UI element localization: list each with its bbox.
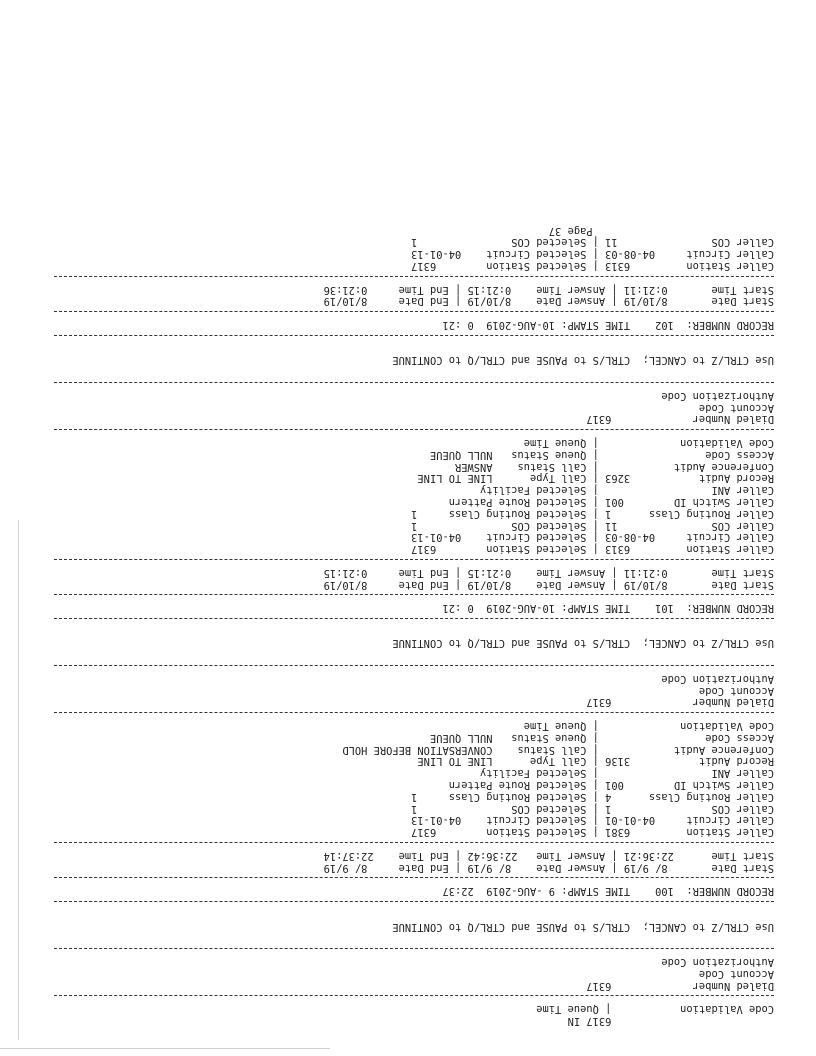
printout-line: Caller Circuit 04-01-01 | Selected Circuit 04-01-13: [411, 814, 774, 827]
printout-line: Caller COS 11 | Selected COS 1: [411, 519, 774, 532]
printout-line: Code Validation | Queue Time: [536, 1003, 774, 1016]
printout-line: Start Time 22:36:21 | Answer Time 22:36:42 | End Time 22:37:14: [323, 849, 774, 862]
printout-line: Caller Circuit 04-08-03 | Selected Circuit 04-01-13: [411, 248, 774, 261]
printout-line: Record Audit 3136 | Call Type LINE TO LINE: [417, 755, 774, 768]
printout-line: Dialed Number 6317: [586, 413, 774, 426]
blank-line: [54, 908, 774, 920]
printout-line: Access Code | Queue Status NULL QUEUE: [429, 731, 774, 744]
dashed-separator: [54, 377, 774, 389]
dashed-separator: [54, 613, 774, 625]
printout-line: Caller ANI | Selected Facility: [479, 484, 774, 497]
dashed-separator: [54, 660, 774, 672]
dashed-separator: [54, 943, 774, 955]
printout-line: Caller COS 11 | Selected COS 1: [411, 236, 774, 249]
printout-line: Use CTRL/Z to CANCEL; CTRL/S to PAUSE and CTRL/Q to CONTINUE: [392, 920, 774, 933]
printout-line: Caller Routing Class 1 | Selected Routing Class 1: [411, 507, 774, 520]
dashed-separator: [54, 330, 774, 342]
printout-line: Caller Switch ID 001 | Selected Route Pattern: [448, 495, 774, 508]
dashed-separator: [54, 271, 774, 283]
dashed-separator: [54, 590, 774, 602]
printout-line: Conference Audit | Call Status ANSWER: [454, 460, 774, 473]
printout-line: Account Code: [698, 967, 774, 980]
printout-line: 6317 IN: [567, 1015, 774, 1027]
scan-edge-line: [18, 520, 19, 1040]
printout-line: Authorization Code: [661, 672, 774, 685]
dashed-separator: [54, 837, 774, 849]
dashed-separator: [54, 896, 774, 908]
dashed-separator: [54, 707, 774, 719]
printout-line: Access Code | Queue Status NULL QUEUE: [429, 448, 774, 461]
scan-bottom-rule: [0, 1048, 330, 1049]
printout-line: Account Code: [698, 684, 774, 697]
dashed-separator: [54, 424, 774, 436]
printout-line: Use CTRL/Z to CANCEL; CTRL/S to PAUSE and CTRL/Q to CONTINUE: [392, 354, 774, 367]
printout-line: Caller Station 6313 | Selected Station 6317: [411, 260, 774, 272]
printout-line: Authorization Code: [661, 389, 774, 402]
printout-line: Account Code: [698, 401, 774, 414]
printout-line: RECORD NUMBER: 101 TIME STAMP: 10-AUG-2019 0 :21: [442, 602, 774, 615]
printout-line: Conference Audit | Call Status CONVERSATION BEFORE HOLD: [342, 743, 774, 756]
printout-line: Caller ANI | Selected Facility: [479, 767, 774, 780]
printout-line: Caller Routing Class 4 | Selected Routing Class 1: [411, 790, 774, 803]
printout-line: RECORD NUMBER: 102 TIME STAMP: 10-AUG-2019 0 :21: [442, 318, 774, 331]
blank-line: [54, 932, 774, 944]
printout-line: Start Date 8/10/19 | Answer Date 8/10/19 | End Date 8/10/19: [323, 578, 774, 591]
printout-text-block: [54, 224, 774, 1026]
printout-line: Code Validation | Queue Time: [523, 436, 774, 449]
printout-line: Use CTRL/Z to CANCEL; CTRL/S to PAUSE and CTRL/Q to CONTINUE: [392, 637, 774, 650]
printout-line: Authorization Code: [661, 956, 774, 969]
printout-line: Record Audit 3263 | Call Type LINE TO LINE: [417, 472, 774, 485]
printout-line: Page 37: [548, 224, 774, 237]
printout-line: Caller Station 6381 | Selected Station 6317: [411, 826, 774, 839]
dashed-separator: [54, 554, 774, 566]
blank-line: [54, 342, 774, 354]
blank-line: [54, 625, 774, 637]
printout-line: Start Date 8/10/19 | Answer Date 8/10/19 | End Date 8/10/19: [323, 295, 774, 308]
dashed-separator: [54, 991, 774, 1003]
printout-line: Caller Station 6313 | Selected Station 6317: [411, 543, 774, 556]
printout-line: RECORD NUMBER: 100 TIME STAMP: 9 -AUG-2019 22:37: [442, 885, 774, 898]
printout-line: Caller Switch ID 001 | Selected Route Pattern: [448, 779, 774, 792]
blank-line: [54, 649, 774, 661]
dashed-separator: [54, 873, 774, 885]
printout-line: Dialed Number 6317: [586, 979, 774, 992]
printout-line: Dialed Number 6317: [586, 696, 774, 709]
printout-line: Start Time 0:21:11 | Answer Time 0:21:15 | End Time 0:21:15: [323, 566, 774, 579]
printout-line: Start Time 0:21:11 | Answer Time 0:21:15 | End Time 0:21:36: [323, 283, 774, 296]
printout-line: Code Validation | Queue Time: [523, 720, 774, 733]
printout-line: Caller COS 1 | Selected COS 1: [411, 802, 774, 815]
blank-line: [54, 365, 774, 377]
printout-line: Caller Circuit 04-08-03 | Selected Circuit 04-01-13: [411, 531, 774, 544]
dashed-separator: [54, 306, 774, 318]
printout-line: Start Date 8/ 9/19 | Answer Date 8/ 9/19 | End Date 8/ 9/19: [323, 861, 774, 874]
